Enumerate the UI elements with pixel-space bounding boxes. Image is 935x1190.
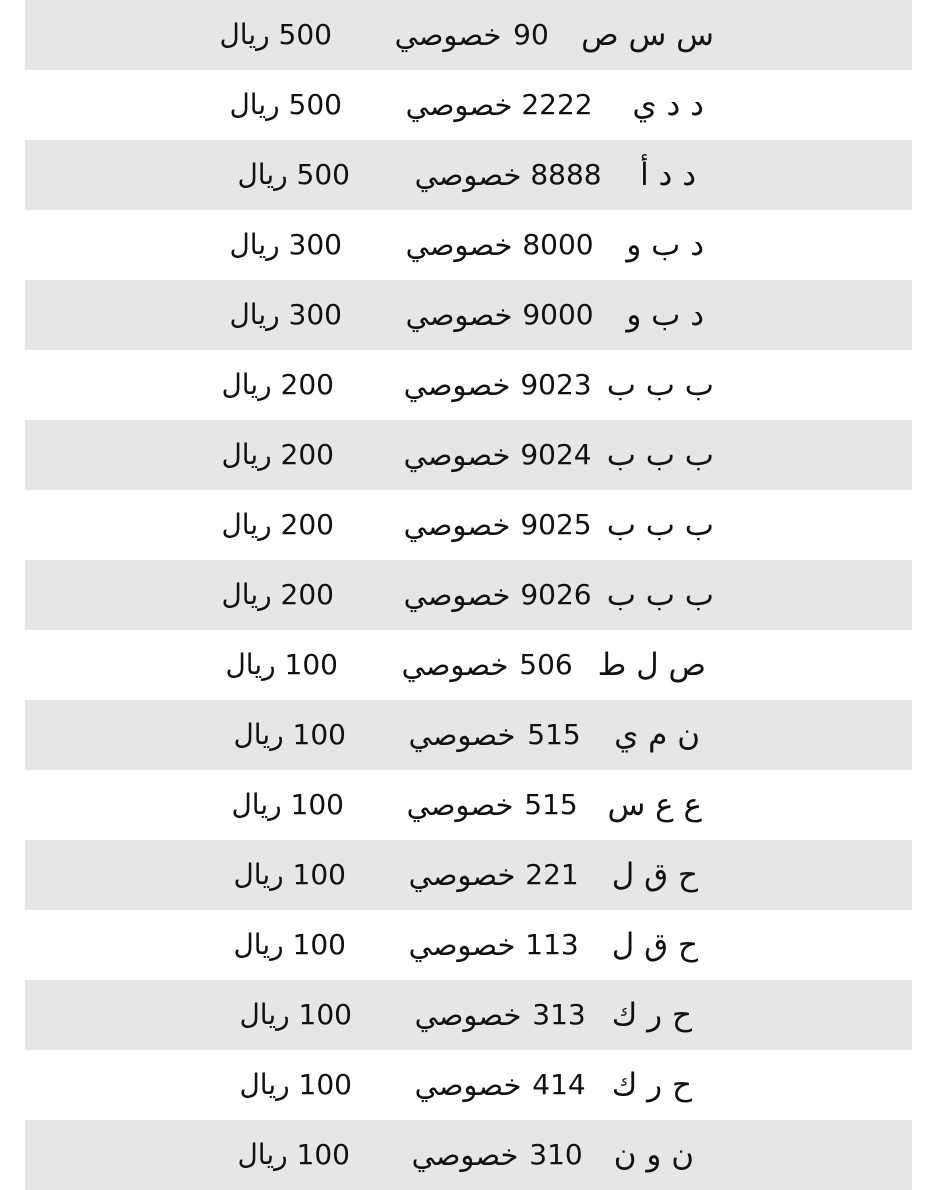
plate-type: خصوصي (406, 788, 514, 822)
list-item[interactable] (25, 210, 912, 280)
plate-number: 113 (525, 928, 579, 961)
plate-price: 500 ريال (219, 18, 332, 51)
plate-type: خصوصي (405, 298, 513, 332)
plate-letters: ح ر ك (611, 997, 692, 1033)
plate-number: 506 (519, 648, 573, 681)
plate-type: خصوصي (414, 998, 522, 1032)
plate-number: 8000 (522, 228, 594, 261)
plate-type: خصوصي (403, 508, 511, 542)
plate-price: 300 ريال (229, 298, 342, 331)
plate-letters: د د ي (632, 87, 704, 123)
plate-price: 100 ريال (239, 1068, 352, 1101)
plate-price: 100 ريال (231, 788, 344, 821)
plate-type: خصوصي (408, 928, 516, 962)
plate-price: 100 ريال (233, 858, 346, 891)
list-item[interactable] (25, 140, 912, 210)
plate-number: 9000 (522, 298, 594, 331)
plate-letters: ح ق ل (611, 857, 698, 893)
plate-price: 200 ريال (221, 578, 334, 611)
plate-price: 200 ريال (221, 438, 334, 471)
plate-number: 90 (513, 18, 549, 51)
plate-type: خصوصي (408, 718, 516, 752)
list-item[interactable] (25, 70, 912, 140)
list-item[interactable] (25, 280, 912, 350)
plate-price: 200 ريال (221, 508, 334, 541)
plate-number: 8888 (530, 158, 602, 191)
plate-letters: ب ب ب (606, 507, 714, 543)
plate-price: 100 ريال (237, 1138, 350, 1171)
plate-price: 300 ريال (229, 228, 342, 261)
plate-type: خصوصي (403, 368, 511, 402)
plate-number: 9023 (520, 368, 592, 401)
plate-type: خصوصي (403, 578, 511, 612)
plate-letters: د ب و (626, 297, 704, 333)
plate-price: 100 ريال (225, 648, 338, 681)
plate-type: خصوصي (394, 18, 502, 52)
plate-letters: ب ب ب (606, 577, 714, 613)
list-item[interactable] (25, 560, 912, 630)
plate-price: 200 ريال (221, 368, 334, 401)
list-item[interactable] (25, 420, 912, 490)
plate-number: 515 (527, 718, 581, 751)
plate-number: 221 (525, 858, 579, 891)
plate-price: 100 ريال (233, 718, 346, 751)
list-item[interactable] (25, 980, 912, 1050)
list-item[interactable] (25, 910, 912, 980)
plate-letters: ب ب ب (606, 437, 714, 473)
plate-price: 500 ريال (237, 158, 350, 191)
plate-number: 9024 (520, 438, 592, 471)
plate-type: خصوصي (401, 648, 509, 682)
list-item[interactable] (25, 0, 912, 70)
list-item[interactable] (25, 490, 912, 560)
list-item[interactable] (25, 840, 912, 910)
list-item[interactable] (25, 1120, 912, 1190)
plate-letters: ص ل ط (597, 647, 706, 683)
plate-letters: د ب و (626, 227, 704, 263)
plate-number: 313 (532, 998, 586, 1031)
plate-letters: ح ر ك (611, 1067, 692, 1103)
plate-number: 414 (532, 1068, 586, 1101)
plate-letters: ن م ي (614, 717, 700, 753)
list-item[interactable] (25, 1050, 912, 1120)
plate-type: خصوصي (414, 158, 522, 192)
plate-letters: ع ع س (607, 787, 702, 823)
plate-number: 9026 (520, 578, 592, 611)
list-item[interactable] (25, 630, 912, 700)
plate-number: 9025 (520, 508, 592, 541)
plate-type: خصوصي (405, 88, 513, 122)
plate-type: خصوصي (408, 858, 516, 892)
plate-letters: د د أ (640, 157, 696, 193)
plate-type: خصوصي (411, 1138, 519, 1172)
plate-price-list (25, 0, 912, 1190)
list-item[interactable] (25, 350, 912, 420)
plate-number: 2222 (521, 88, 593, 121)
plate-price: 500 ريال (229, 88, 342, 121)
plate-letters: ح ق ل (611, 927, 698, 963)
plate-letters: ب ب ب (606, 367, 714, 403)
plate-number: 515 (524, 788, 578, 821)
list-item[interactable] (25, 770, 912, 840)
plate-type: خصوصي (414, 1068, 522, 1102)
plate-number: 310 (529, 1138, 583, 1171)
plate-type: خصوصي (405, 228, 513, 262)
list-item[interactable] (25, 700, 912, 770)
plate-price: 100 ريال (233, 928, 346, 961)
plate-price: 100 ريال (239, 998, 352, 1031)
plate-letters: ن و ن (613, 1137, 694, 1173)
plate-type: خصوصي (403, 438, 511, 472)
plate-letters: س س ص (581, 17, 714, 53)
